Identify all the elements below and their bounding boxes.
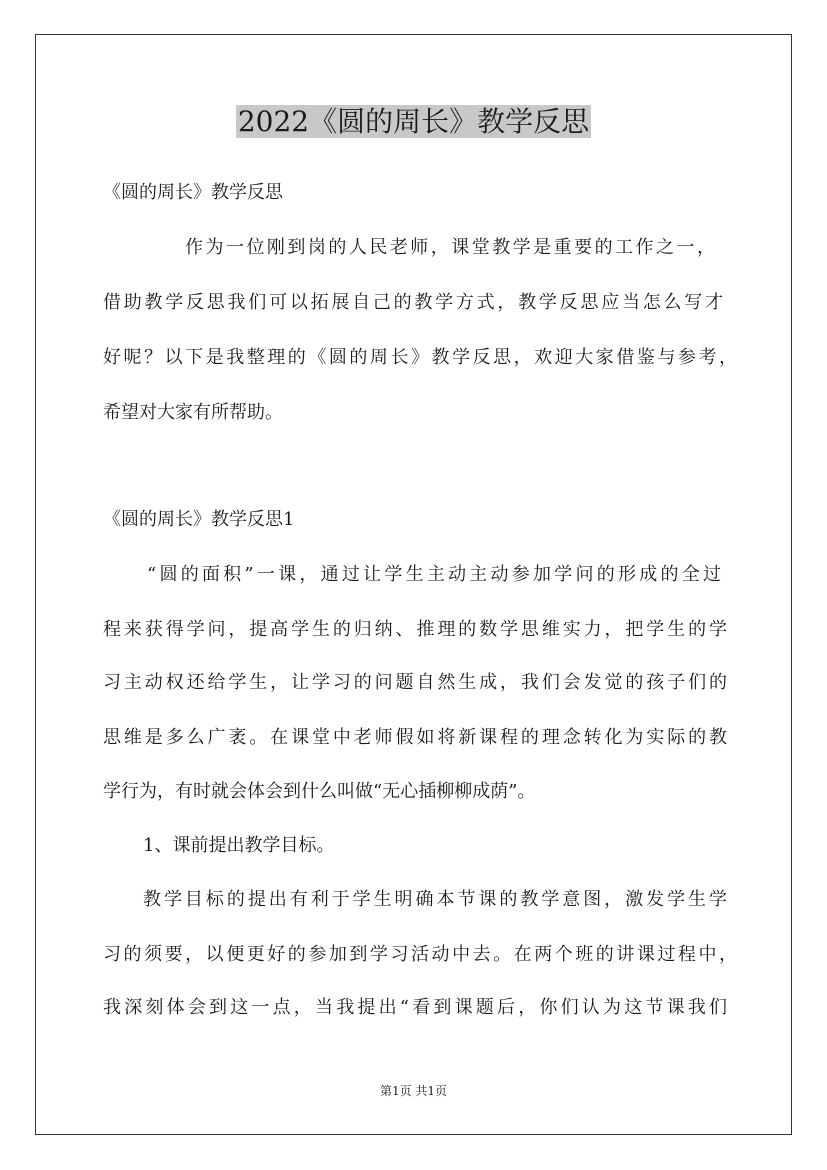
section1-line-6: 教学目标的提出有利于学生明确本节课的教学意图，激发学生学 [143, 889, 727, 910]
section1-line-8: 我深刻体会到这一点，当我提出“看到课题后，你们认为这节课我们 [103, 997, 727, 1018]
subtitle-line: 《圆的周长》教学反思 [103, 182, 283, 203]
section1-line-4: 思维是多么广袤。在课堂中老师假如将新课程的理念转化为实际的教 [103, 727, 727, 748]
section-heading-1: 《圆的周长》教学反思1 [103, 509, 295, 530]
section1-line-5: 学行为，有时就会体会到什么叫做“无心插柳柳成荫”。 [103, 781, 536, 802]
section1-line-1: “圆的面积”一课，通过让学生主动主动参加学问的形成的全过 [147, 564, 721, 585]
list-item-1: 1、课前提出教学目标。 [143, 835, 335, 856]
intro-line-2: 借助教学反思我们可以拓展自己的教学方式，教学反思应当怎么写才 [103, 292, 723, 313]
intro-line-1: 作为一位刚到岗的人民老师，课堂教学是重要的工作之一， [185, 237, 715, 258]
intro-line-4: 希望对大家有所帮助。 [103, 402, 283, 423]
page-footer: 第1页 共1页 [379, 1084, 448, 1098]
section1-line-7: 习的须要，以便更好的参加到学习活动中去。在两个班的讲课过程中， [103, 944, 737, 965]
section1-line-3: 习主动权还给学生，让学习的问题自然生成，我们会发觉的孩子们的 [103, 672, 727, 693]
intro-line-3: 好呢？以下是我整理的《圆的周长》教学反思，欢迎大家借鉴与参考， [103, 347, 737, 368]
section1-line-2: 程来获得学问，提高学生的归纳、推理的数学思维实力，把学生的学 [103, 619, 727, 640]
document-title: 2022《圆的周长》教学反思 [237, 105, 590, 138]
